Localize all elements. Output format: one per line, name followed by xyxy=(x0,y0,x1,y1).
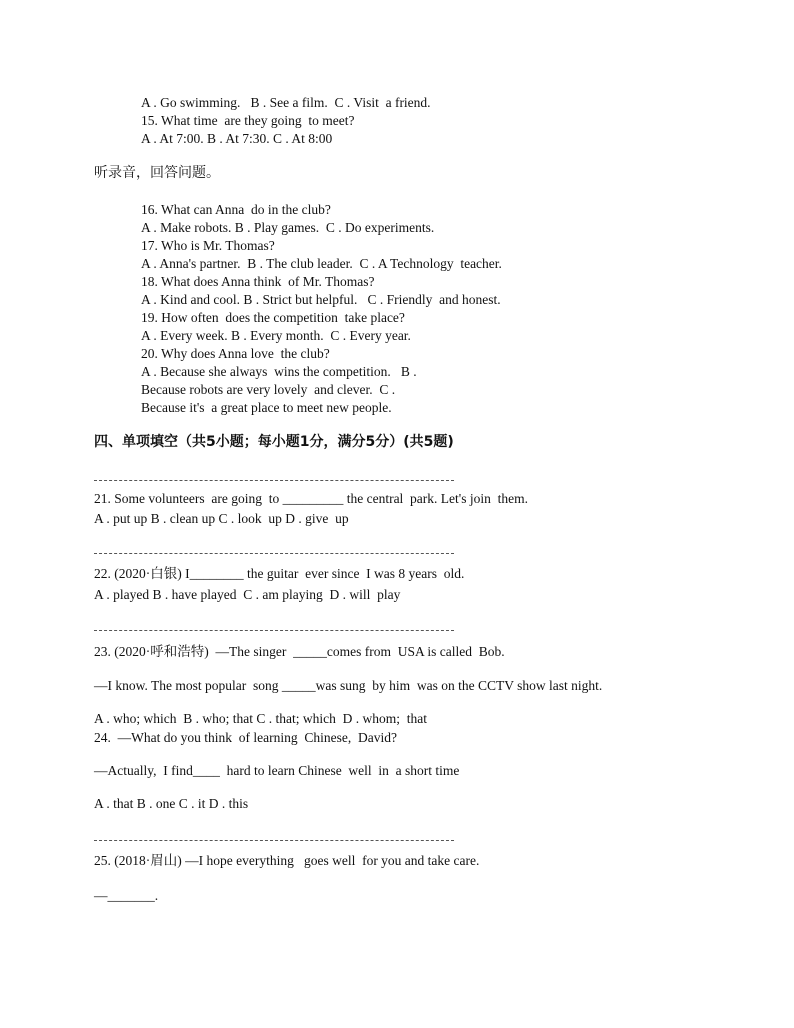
question-25: 25. (2018·眉山) —I hope everything goes well for you and take care. xyxy=(94,853,480,868)
question-21: 21. Some volunteers are going to _________ the central park. Let's join them. xyxy=(94,491,528,506)
divider xyxy=(94,630,454,631)
question-19: 19. How often does the competition take place? xyxy=(141,310,405,325)
question-24-dialog: —Actually, I find____ hard to learn Chinese well in a short time xyxy=(94,763,460,778)
divider xyxy=(94,840,454,841)
question-17: 17. Who is Mr. Thomas? xyxy=(141,238,275,253)
answer-options-15: A . At 7:00. B . At 7:30. C . At 8:00 xyxy=(141,131,333,146)
question-22: 22. (2020·白银) I________ the guitar ever since I was 8 years old. xyxy=(94,566,465,581)
answer-options-22: A . played B . have played C . am playing D . will play xyxy=(94,587,401,602)
divider xyxy=(94,480,454,481)
answer-options-21: A . put up B . clean up C . look up D . give up xyxy=(94,511,349,526)
answer-options-16: A . Make robots. B . Play games. C . Do experiments. xyxy=(141,220,435,235)
answer-options-23: A . who; which B . who; that C . that; which D . whom; that xyxy=(94,711,427,726)
part4-heading: 四、单项填空（共5小题；每小题1分，满分5分）(共5题) xyxy=(94,434,454,450)
question-20: 20. Why does Anna love the club? xyxy=(141,346,330,361)
question-24: 24. —What do you think of learning Chinese, David? xyxy=(94,730,397,745)
answer-options-18: A . Kind and cool. B . Strict but helpful. C . Friendly and honest. xyxy=(141,292,501,307)
question-16: 16. What can Anna do in the club? xyxy=(141,202,331,217)
answer-options-20-b: Because robots are very lovely and clever. C . xyxy=(141,382,396,397)
answer-options-20-c: Because it's a great place to meet new people. xyxy=(141,400,392,415)
question-15: 15. What time are they going to meet? xyxy=(141,113,355,128)
answer-options-19: A . Every week. B . Every month. C . Every year. xyxy=(141,328,411,343)
divider xyxy=(94,553,454,554)
question-18: 18. What does Anna think of Mr. Thomas? xyxy=(141,274,375,289)
listen-heading: 听录音，回答问题。 xyxy=(94,165,220,181)
answer-options-24: A . that B . one C . it D . this xyxy=(94,796,249,811)
question-23: 23. (2020·呼和浩特) —The singer _____comes from USA is called Bob. xyxy=(94,644,505,659)
answer-options-14: A . Go swimming. B . See a film. C . Visit a friend. xyxy=(141,95,431,110)
answer-options-17: A . Anna's partner. B . The club leader. C . A Technology teacher. xyxy=(141,256,502,271)
answer-options-20-a: A . Because she always wins the competition. B . xyxy=(141,364,417,379)
question-25-dialog: —_______. xyxy=(94,888,159,903)
question-23-dialog: —I know. The most popular song _____was sung by him was on the CCTV show last night. xyxy=(94,678,603,693)
